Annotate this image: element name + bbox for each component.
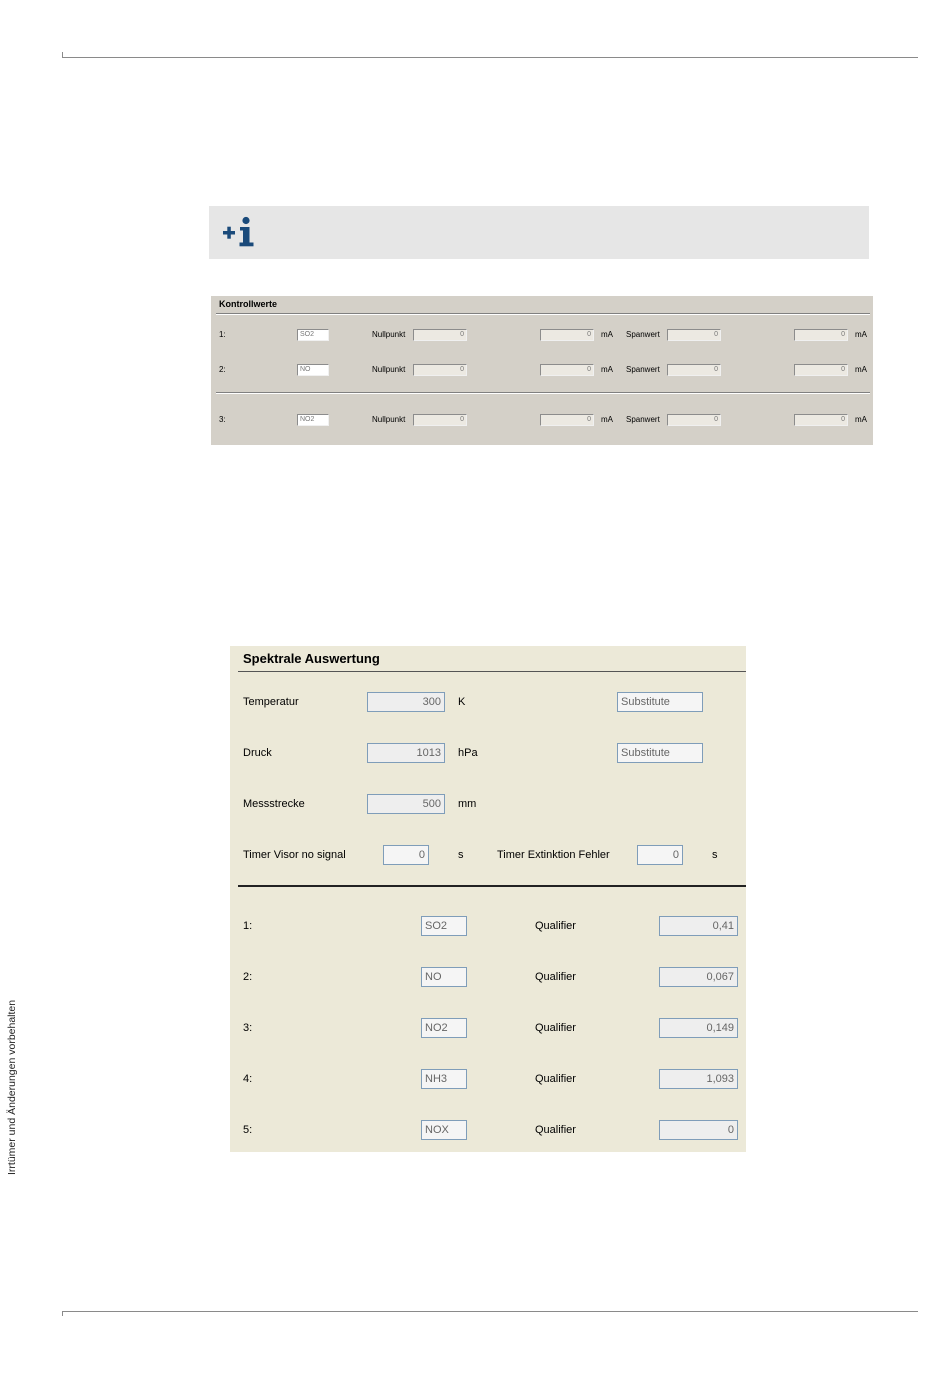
component-gas-field[interactable]: NOX bbox=[421, 1120, 467, 1140]
druck-label: Druck bbox=[243, 747, 272, 759]
kw-nullpunkt-ma-field[interactable]: 0 bbox=[540, 414, 594, 426]
spektrale-title-separator bbox=[238, 671, 746, 672]
kw-spanwert-field[interactable]: 0 bbox=[667, 414, 721, 426]
qualifier-field[interactable]: 0 bbox=[659, 1120, 738, 1140]
kw-gas-field[interactable]: NO2 bbox=[297, 414, 329, 426]
qualifier-field[interactable]: 0,149 bbox=[659, 1018, 738, 1038]
qualifier-label: Qualifier bbox=[535, 1124, 576, 1136]
kw-row-label: 3: bbox=[219, 415, 226, 424]
timer-visor-label: Timer Visor no signal bbox=[243, 849, 346, 861]
timer-visor-unit: s bbox=[458, 849, 464, 861]
messstrecke-label: Messstrecke bbox=[243, 798, 305, 810]
kw-spanwert-ma-field[interactable]: 0 bbox=[794, 414, 848, 426]
kw-unit-label: mA bbox=[601, 415, 613, 424]
spektrale-auswertung-panel bbox=[230, 646, 746, 1152]
disclaimer-side-note: Irrtümer und Änderungen vorbehalten bbox=[6, 999, 18, 1175]
qualifier-label: Qualifier bbox=[535, 971, 576, 983]
qualifier-field[interactable]: 0,067 bbox=[659, 967, 738, 987]
kw-unit-label: mA bbox=[855, 415, 867, 424]
spektrale-title: Spektrale Auswertung bbox=[243, 651, 380, 666]
kw-spanwert-label: Spanwert bbox=[626, 330, 660, 339]
temperatur-field[interactable]: 300 bbox=[367, 692, 445, 712]
component-gas-field[interactable]: NO bbox=[421, 967, 467, 987]
component-label: 5: bbox=[243, 1124, 253, 1136]
temperatur-unit: K bbox=[458, 696, 466, 708]
kw-nullpunkt-field[interactable]: 0 bbox=[413, 364, 467, 376]
messstrecke-unit: mm bbox=[458, 798, 477, 810]
kw-nullpunkt-ma-field[interactable]: 0 bbox=[540, 364, 594, 376]
kontrollwerte-row-separator bbox=[216, 392, 870, 394]
kw-nullpunkt-label: Nullpunkt bbox=[372, 365, 406, 374]
druck-substitute-field[interactable]: Substitute bbox=[617, 743, 703, 763]
component-gas-field[interactable]: NH3 bbox=[421, 1069, 467, 1089]
kw-unit-label: mA bbox=[601, 330, 613, 339]
qualifier-field[interactable]: 0,41 bbox=[659, 916, 738, 936]
header-rule bbox=[62, 57, 918, 58]
timer-visor-field[interactable]: 0 bbox=[383, 845, 429, 865]
component-label: 3: bbox=[243, 1022, 253, 1034]
component-label: 4: bbox=[243, 1073, 253, 1085]
kw-unit-label: mA bbox=[855, 330, 867, 339]
kontrollwerte-title: Kontrollwerte bbox=[219, 299, 278, 309]
component-label: 1: bbox=[243, 920, 253, 932]
kw-unit-label: mA bbox=[601, 365, 613, 374]
timer-extinktion-unit: s bbox=[712, 849, 718, 861]
kw-row-label: 1: bbox=[219, 330, 226, 339]
kw-spanwert-ma-field[interactable]: 0 bbox=[794, 329, 848, 341]
kw-gas-field[interactable]: SO2 bbox=[297, 329, 329, 341]
kw-gas-field[interactable]: NO bbox=[297, 364, 329, 376]
messstrecke-field[interactable]: 500 bbox=[367, 794, 445, 814]
info-plus-icon bbox=[223, 216, 257, 250]
component-label: 2: bbox=[243, 971, 253, 983]
kontrollwerte-title-separator bbox=[216, 313, 870, 315]
druck-unit: hPa bbox=[458, 747, 478, 759]
kw-spanwert-label: Spanwert bbox=[626, 415, 660, 424]
kw-spanwert-field[interactable]: 0 bbox=[667, 364, 721, 376]
kw-nullpunkt-field[interactable]: 0 bbox=[413, 414, 467, 426]
kw-nullpunkt-label: Nullpunkt bbox=[372, 330, 406, 339]
temperatur-substitute-field[interactable]: Substitute bbox=[617, 692, 703, 712]
component-gas-field[interactable]: SO2 bbox=[421, 916, 467, 936]
temperatur-label: Temperatur bbox=[243, 696, 299, 708]
qualifier-label: Qualifier bbox=[535, 1022, 576, 1034]
kw-nullpunkt-ma-field[interactable]: 0 bbox=[540, 329, 594, 341]
kw-spanwert-ma-field[interactable]: 0 bbox=[794, 364, 848, 376]
kw-row-label: 2: bbox=[219, 365, 226, 374]
component-gas-field[interactable]: NO2 bbox=[421, 1018, 467, 1038]
footer-rule bbox=[62, 1311, 918, 1312]
header-rule-tick bbox=[62, 52, 63, 57]
kw-unit-label: mA bbox=[855, 365, 867, 374]
qualifier-label: Qualifier bbox=[535, 1073, 576, 1085]
info-note-box bbox=[209, 206, 869, 259]
footer-rule-tick bbox=[62, 1311, 63, 1316]
kw-spanwert-field[interactable]: 0 bbox=[667, 329, 721, 341]
timer-extinktion-label: Timer Extinktion Fehler bbox=[497, 849, 610, 861]
druck-field[interactable]: 1013 bbox=[367, 743, 445, 763]
kw-nullpunkt-label: Nullpunkt bbox=[372, 415, 406, 424]
timer-extinktion-field[interactable]: 0 bbox=[637, 845, 683, 865]
kw-spanwert-label: Spanwert bbox=[626, 365, 660, 374]
spektrale-separator bbox=[238, 885, 746, 887]
kw-nullpunkt-field[interactable]: 0 bbox=[413, 329, 467, 341]
qualifier-label: Qualifier bbox=[535, 920, 576, 932]
kontrollwerte-panel bbox=[211, 296, 873, 445]
qualifier-field[interactable]: 1,093 bbox=[659, 1069, 738, 1089]
